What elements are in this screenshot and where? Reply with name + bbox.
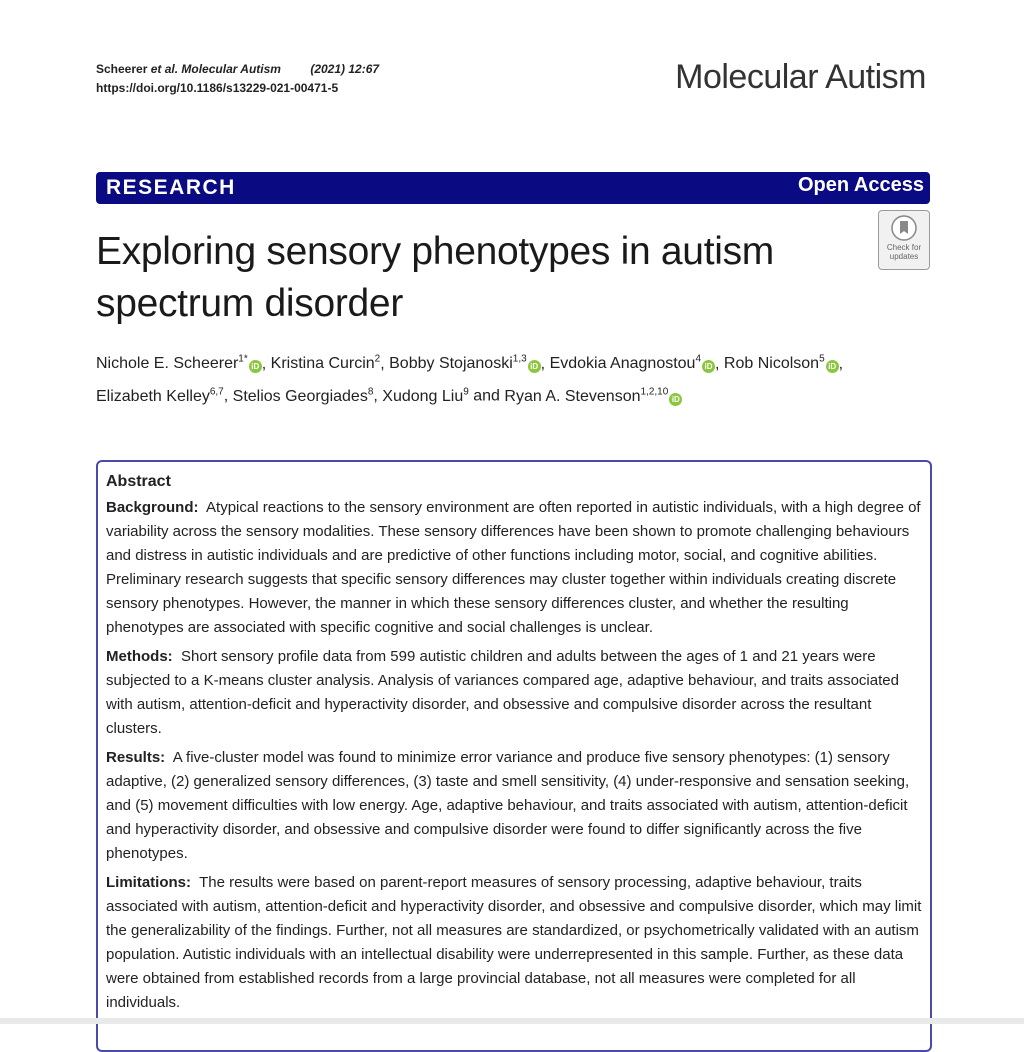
abstract-heading: Abstract [106,473,171,490]
author-affiliation: 2 [374,354,381,365]
citation-header [96,60,379,98]
author[interactable] [271,355,381,372]
author-affiliation: 6,7 [209,386,224,398]
open-access-label: Open Access [798,174,924,196]
author-affiliation: 5 [819,354,825,365]
author-name: Bobby Stojanoski [389,355,513,373]
abstract-section [106,746,922,866]
author[interactable] [724,355,839,372]
article-title: Exploring sensory phenotypes in autism spectrum disorder [96,230,774,325]
author-affiliation: 4 [695,354,702,365]
section-text: The results were based on parent-report measures of sensory processing, adaptive behaviour, traits associated with autism, attention-deficit and hyperactivity disorder, and obsessive and compulsive disorder, which may limit the generalizability of the findings. Further, not all measures are standardized, or psychometrically validated with an autism population. Autistic individuals with an intellectual disability were underrepresented in this sample. Further, as these data were obtained from established records from a large provincial database, not all measures were completed for all individuals. [106,874,922,1011]
section-label: RESEARCH [106,176,236,199]
abstract-box [96,460,932,1052]
author[interactable] [389,355,541,372]
author-affiliation: 8 [367,386,374,398]
author-affiliation: 1,2,10 [640,386,669,398]
badge-line-1: Check for [886,243,922,252]
author-name: Rob Nicolson [723,355,820,373]
author-affiliation: 1,3 [512,354,527,365]
orcid-icon[interactable]: iD [702,360,715,373]
author-list: Nichole E. Scheerer$^{1*}$iD , Kristina Curcin$^2$, Bobby Stojanoski$^{1,3}$iD , Evdokia Anagnostou$^4$iD , Rob Nicolson$^5$iD , Elizabeth Kelley$^{6,7}$, Stelios Georgiades$^8$, Xudong Liu$^9$ and Ryan A. Stevenson$^{1,2,10}$iD [96,354,844,405]
section-label: Background: [106,499,199,516]
orcid-icon[interactable]: iD [528,360,541,373]
journal-name: Molecular Autism [675,58,926,96]
author-name: Nichole E. Scheerer [96,355,239,373]
check-for-updates-badge[interactable] [878,210,930,270]
citation-author: Scheerer [96,62,148,76]
author-name: Kristina Curcin [270,355,375,373]
abstract-section [106,496,922,640]
section-label: Methods: [106,648,173,665]
author[interactable] [382,388,469,405]
doi-link[interactable]: https://doi.org/10.1186/s13229-021-00471-5 [96,81,339,95]
author[interactable] [550,355,715,372]
author-name: Stelios Georgiades [232,387,368,405]
section-label: Results: [106,749,166,766]
section-text: A five-cluster model was found to minimize error variance and produce five sensory phenotypes: (1) sensory adaptive, (2) generalized sensory differences, (3) taste and smell sensitivity, (4) under-responsive and sensation seeking, and (5) movement difficulties with low energy. Age, adaptive behaviour, and traits associated with autism, attention-deficit and hyperactivity disorder, and obsessive and compulsive disorder were found to differ significantly across the five phenotypes. [106,749,910,862]
author-name: Elizabeth Kelley [96,387,210,405]
author-name: Evdokia Anagnostou [549,355,696,373]
author[interactable] [233,388,374,405]
section-label: Limitations: [106,874,191,891]
author-affiliation: 9 [463,386,469,398]
abstract-section [106,871,922,1015]
page-edge [0,1018,1024,1024]
orcid-icon[interactable]: iD [669,393,682,406]
author-name: Xudong Liu [382,387,464,405]
orcid-icon[interactable]: iD [826,360,839,373]
author-name: Ryan A. Stevenson [504,387,641,405]
citation-year-volume: (2021) 12:67 [310,62,380,76]
citation-journal: et al. Molecular Autism [150,62,281,76]
badge-line-2: updates [889,252,919,261]
author-affiliation: 1* [238,354,248,365]
author[interactable] [96,355,262,372]
orcid-icon[interactable]: iD [249,360,262,373]
author[interactable] [96,388,224,405]
section-banner [96,172,930,204]
author[interactable] [504,388,682,405]
bookmark-icon [891,215,917,241]
section-text: Atypical reactions to the sensory environment are often reported in autistic individuals, with a high degree of variability across the sensory modalities. These sensory differences have been shown to promote challenging behaviours and distress in autistic individuals and are predictive of other functions including motor, social, and cognitive abilities. Preliminary research suggests that specific sensory differences may cluster together within individuals creating discrete sensory phenotypes. However, the manner in which these sensory differences cluster, and whether the resulting phenotypes are associated with specific cognitive and social challenges is unclear. [106,499,921,636]
section-text: Short sensory profile data from 599 autistic children and adults between the ages of 1 and 21 years were subjected to a K-means cluster analysis. Analysis of variances compared age, adaptive behaviour, and traits associated with autism, attention-deficit and hyperactivity disorder, and obsessive and compulsive disorder across the resultant clusters. [106,648,899,737]
abstract-section [106,645,922,741]
